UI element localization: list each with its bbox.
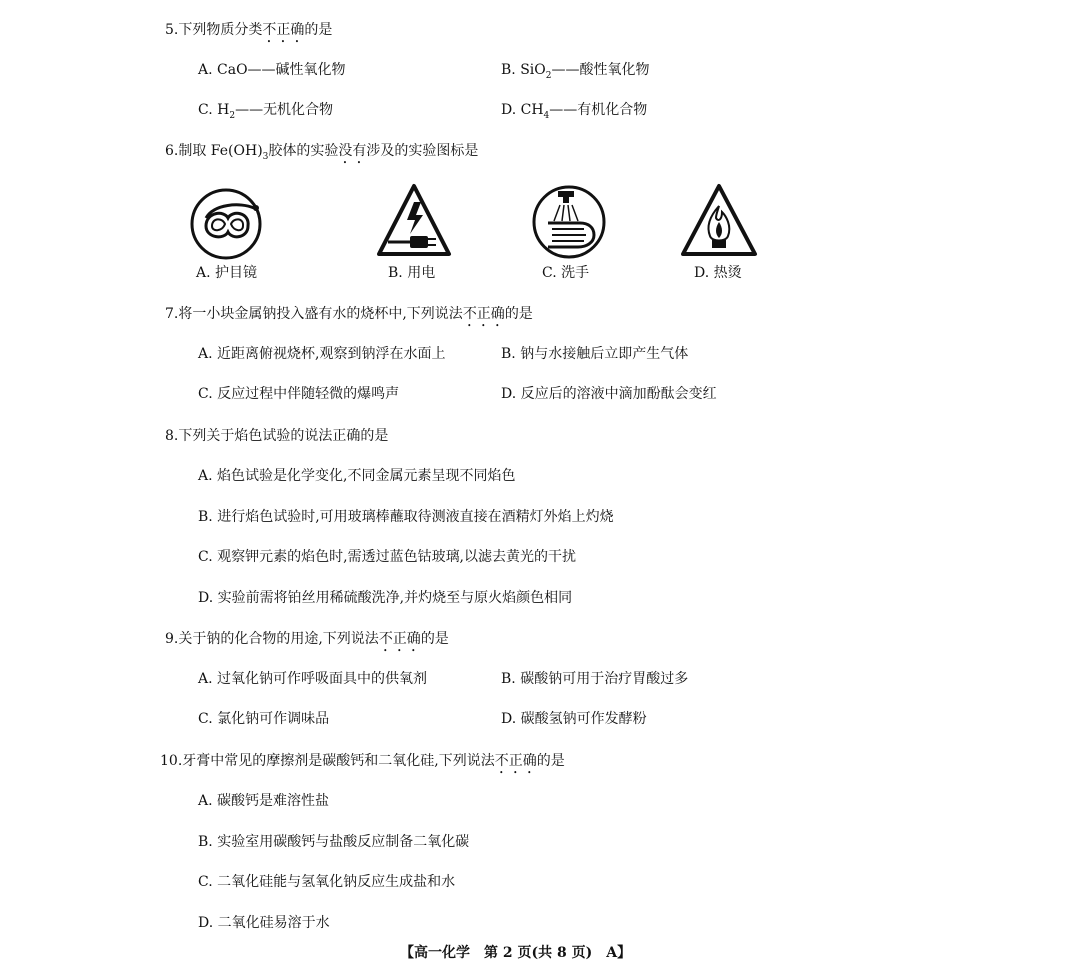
- q7-option-d: D. 反应后的溶液中滴加酚酞会变红: [501, 386, 717, 402]
- q9-option-a: A. 过氧化钠可作呼吸面具中的供氧剂: [198, 671, 428, 687]
- q7-option-b: B. 钠与水接触后立即产生气体: [501, 346, 689, 362]
- question-8-stem: 8.下列关于焰色试验的说法正确的是: [165, 428, 389, 444]
- q5-b-class: ——酸性氧化物: [551, 62, 650, 78]
- question-10-stem: [160, 752, 565, 777]
- hot-flame-label: D. 热烫: [694, 265, 742, 281]
- hot-flame-icon: [680, 182, 756, 258]
- q5-a-formula: A. CaO: [198, 62, 248, 78]
- q10-stem-end: 的是: [536, 753, 565, 769]
- q9-option-b: B. 碳酸钠可用于治疗胃酸过多: [501, 671, 689, 687]
- q5-a-class: ——碱性氧化物: [247, 62, 346, 78]
- goggles-label: A. 护目镜: [196, 265, 258, 281]
- q5-c-subscript: 2: [229, 110, 236, 121]
- electricity-icon: [376, 182, 452, 258]
- q8-option-b: B. 进行焰色试验时,可用玻璃棒蘸取待测液直接在酒精灯外焰上灼烧: [198, 509, 614, 525]
- q5-c-formula: C. H: [198, 102, 230, 118]
- q5-c-class: ——无机化合物: [235, 102, 334, 118]
- q5-option-c: [198, 101, 333, 119]
- q8-option-c: C. 观察钾元素的焰色时,需透过蓝色钴玻璃,以滤去黄光的干扰: [198, 549, 577, 565]
- q10-option-a: A. 碳酸钙是难溶性盐: [198, 793, 330, 809]
- hand-wash-label: C. 洗手: [542, 265, 590, 281]
- question-7-stem: [165, 305, 533, 330]
- q8-option-d: D. 实验前需将铂丝用稀硫酸洗净,并灼烧至与原火焰颜色相同: [198, 590, 573, 606]
- q5-d-formula: D. CH: [501, 102, 544, 118]
- q5-option-d: [501, 101, 647, 119]
- question-9-stem: [165, 630, 449, 655]
- q10-option-d: D. 二氧化硅易溶于水: [198, 915, 330, 931]
- q9-option-c: C. 氯化钠可作调味品: [198, 711, 330, 727]
- q5-stem-text: 5.下列物质分类: [165, 22, 263, 38]
- q6-stem-end: 涉及的实验图标是: [366, 143, 479, 159]
- q5-b-subscript: 2: [545, 70, 552, 81]
- q7-emphasis-text: 不正确: [462, 306, 505, 322]
- q10-option-c: C. 二氧化硅能与氢氧化钠反应生成盐和水: [198, 874, 456, 890]
- q5-stem-end: 的是: [304, 22, 333, 38]
- q9-stem-end: 的是: [420, 631, 449, 647]
- q5-b-formula: B. SiO: [501, 62, 546, 78]
- page-footer: 【高一化学 第 2 页(共 8 页) A】: [400, 945, 632, 961]
- q7-stem-end: 的是: [504, 306, 533, 322]
- q10-stem-text: 10.牙膏中常见的摩擦剂是碳酸钙和二氧化硅,下列说法: [160, 753, 495, 769]
- q6-stem-text: 6.制取 Fe(OH): [165, 143, 263, 159]
- q6-subscript: 3: [262, 151, 269, 162]
- q5-option-a: [198, 61, 346, 79]
- q7-option-a: A. 近距离俯视烧杯,观察到钠浮在水面上: [198, 346, 446, 362]
- q10-option-b: B. 实验室用碳酸钙与盐酸反应制备二氧化碳: [198, 834, 470, 850]
- q9-stem-text: 9.关于钠的化合物的用途,下列说法: [165, 631, 379, 647]
- q7-stem-text: 7.将一小块金属钠投入盛有水的烧杯中,下列说法: [165, 306, 463, 322]
- q6-stem-mid: 胶体的实验: [268, 143, 339, 159]
- q9-option-d: D. 碳酸氢钠可作发酵粉: [501, 711, 647, 727]
- q5-emphasis-text: 不正确: [262, 22, 305, 38]
- question-6-stem: [165, 142, 478, 167]
- q8-option-a: A. 焰色试验是化学变化,不同金属元素呈现不同焰色: [198, 468, 516, 484]
- q9-emphasis-text: 不正确: [378, 631, 421, 647]
- q5-d-class: ——有机化合物: [549, 102, 648, 118]
- q5-d-subscript: 4: [543, 110, 550, 121]
- q10-emphasis-text: 不正确: [494, 753, 537, 769]
- q5-option-b: [501, 61, 649, 79]
- q7-option-c: C. 反应过程中伴随轻微的爆鸣声: [198, 386, 400, 402]
- goggles-icon: [188, 186, 264, 262]
- question-5-stem: [165, 21, 332, 46]
- electricity-label: B. 用电: [388, 265, 436, 281]
- hand-wash-icon: [530, 183, 606, 259]
- q6-emphasis-text: 没有: [338, 143, 367, 159]
